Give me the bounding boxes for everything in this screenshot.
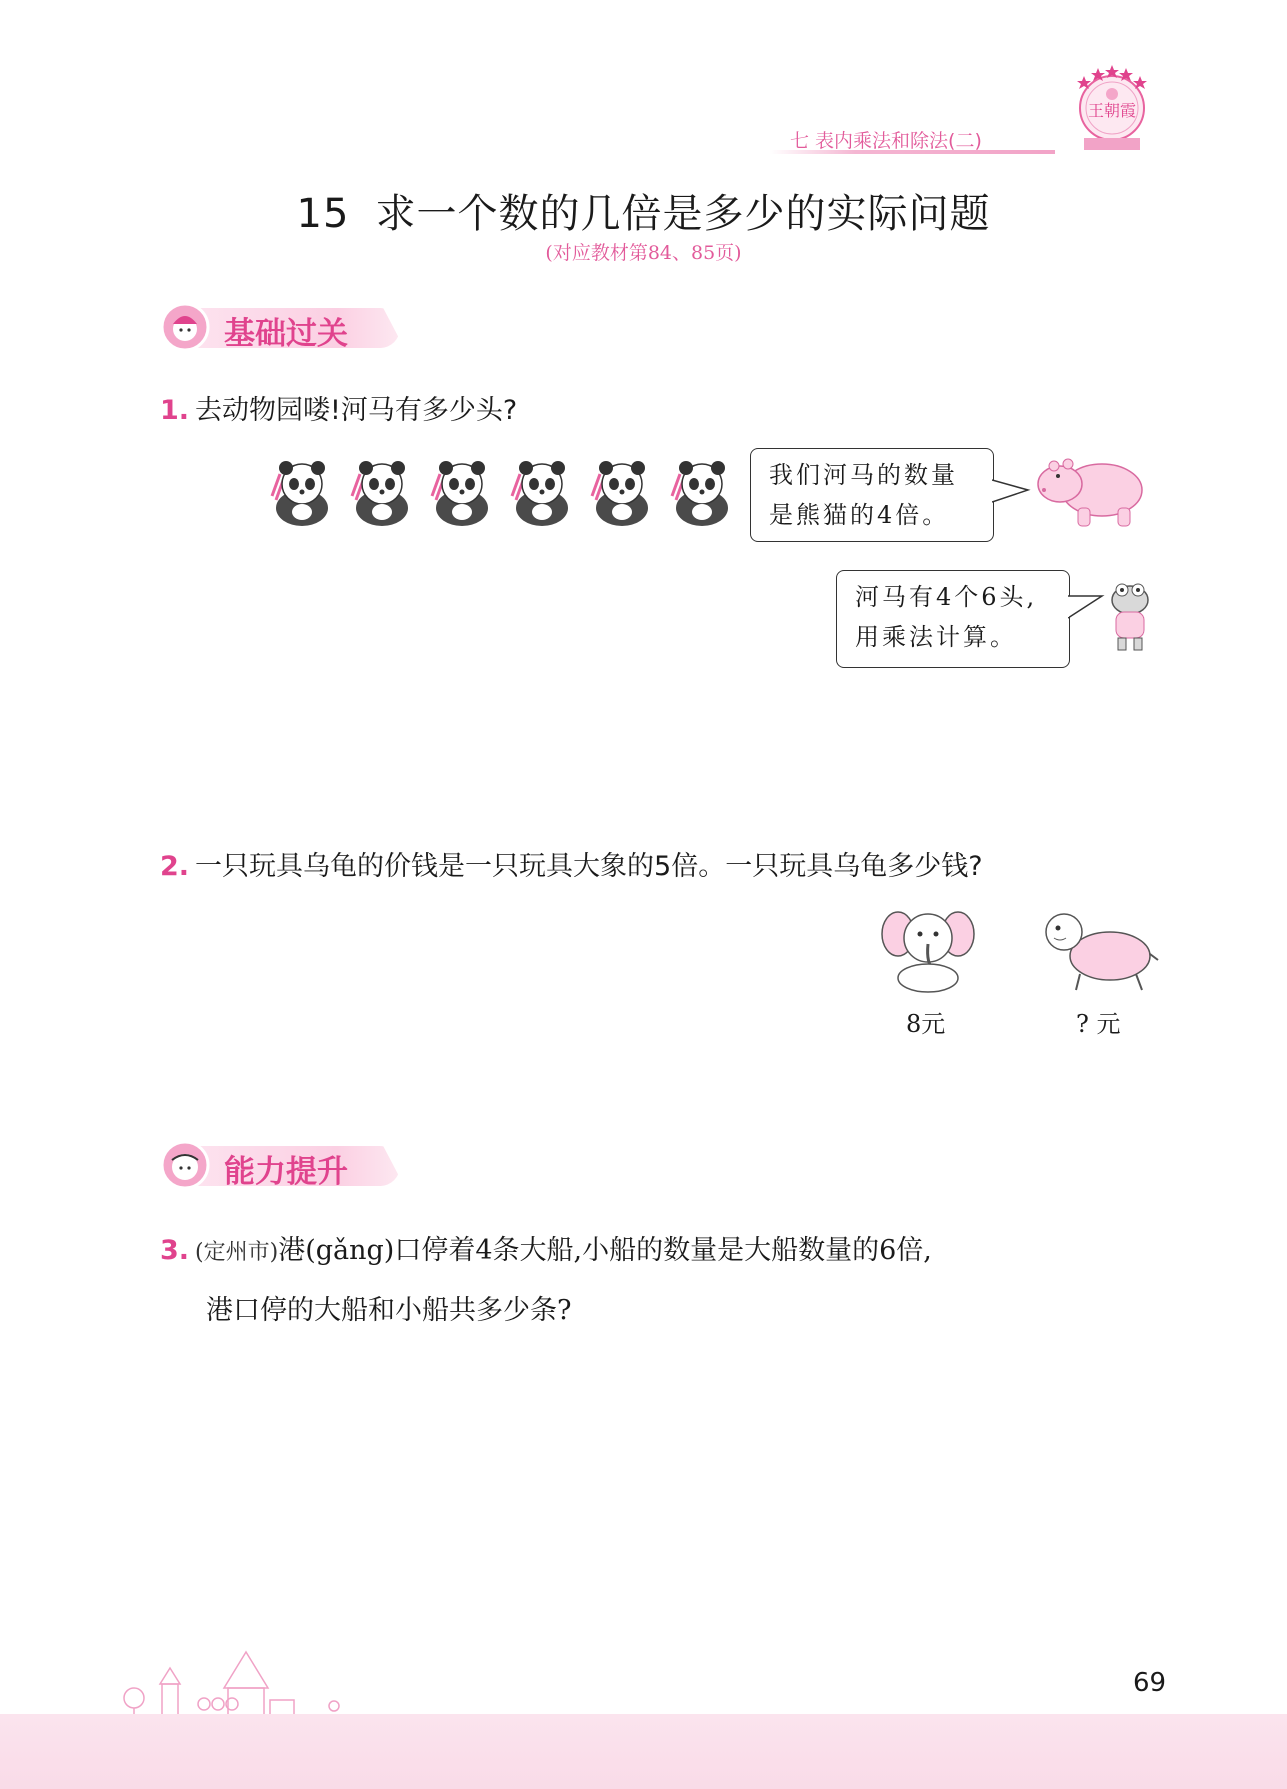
panda-icon [346,456,414,528]
publisher-logo-icon [1070,58,1154,158]
toy-turtle-icon [1040,910,1160,994]
bubble-line: 我们河马的数量 [769,461,958,489]
bubble-tail [992,478,1032,508]
lesson-title-text: 求一个数的几倍是多少的实际问题 [375,191,991,237]
chapter-title: 七 表内乘法和除法(二) [790,130,982,152]
panda-icon [666,456,734,528]
panda-icon [426,456,494,528]
question-text: 去动物园喽!河马有多少头? [195,395,518,426]
bubble-line: 是熊猫的4倍。 [769,501,950,529]
question-3-line2: 港口停的大船和小船共多少条? [206,1295,572,1326]
panda-icon [266,456,334,528]
boy-mascot-icon [160,1140,210,1190]
footer-band [0,1714,1287,1789]
svg-text:王朝霞: 王朝霞 [1087,101,1137,120]
question-2 [160,844,983,883]
hippo-icon [1030,448,1146,534]
question-number: 2. [160,851,190,882]
question-1 [160,388,517,427]
toy-elephant-icon [880,904,976,996]
girl-mascot-icon [160,302,210,352]
bubble-line: 用乘法计算。 [855,623,1017,651]
question-text: 一只玩具乌龟的价钱是一只玩具大象的5倍。一只玩具乌龟多少钱? [195,851,983,882]
hippo-speech-bubble [750,448,994,542]
question-number: 3. [160,1235,190,1266]
question-3 [160,1228,932,1267]
page-number: 69 [1133,1668,1167,1698]
question-number: 1. [160,395,190,426]
bubble-tail [1068,592,1108,622]
panda-icon [506,456,574,528]
elephant-price: 8元 [906,1010,946,1038]
lesson-number: 15 [296,191,350,237]
lesson-title [0,182,1287,239]
frog-speech-bubble [836,570,1070,668]
section-title-advanced: 能力提升 [224,1154,348,1190]
panda-row [266,456,746,536]
footer-town-decoration-icon [120,1648,420,1716]
section-title-basic: 基础过关 [224,316,348,352]
section-header-advanced [160,1136,410,1190]
turtle-price: ? 元 [1076,1010,1121,1038]
textbook-reference: (对应教材第84、85页) [545,242,742,264]
question-source: (定州市) [195,1240,279,1265]
question-text-line1: 港(gǎng)口停着4条大船,小船的数量是大船数量的6倍, [278,1235,932,1266]
panda-icon [586,456,654,528]
bubble-line: 河马有4个6头, [855,583,1038,611]
section-header-basic [160,298,410,352]
frog-icon [1104,578,1156,654]
